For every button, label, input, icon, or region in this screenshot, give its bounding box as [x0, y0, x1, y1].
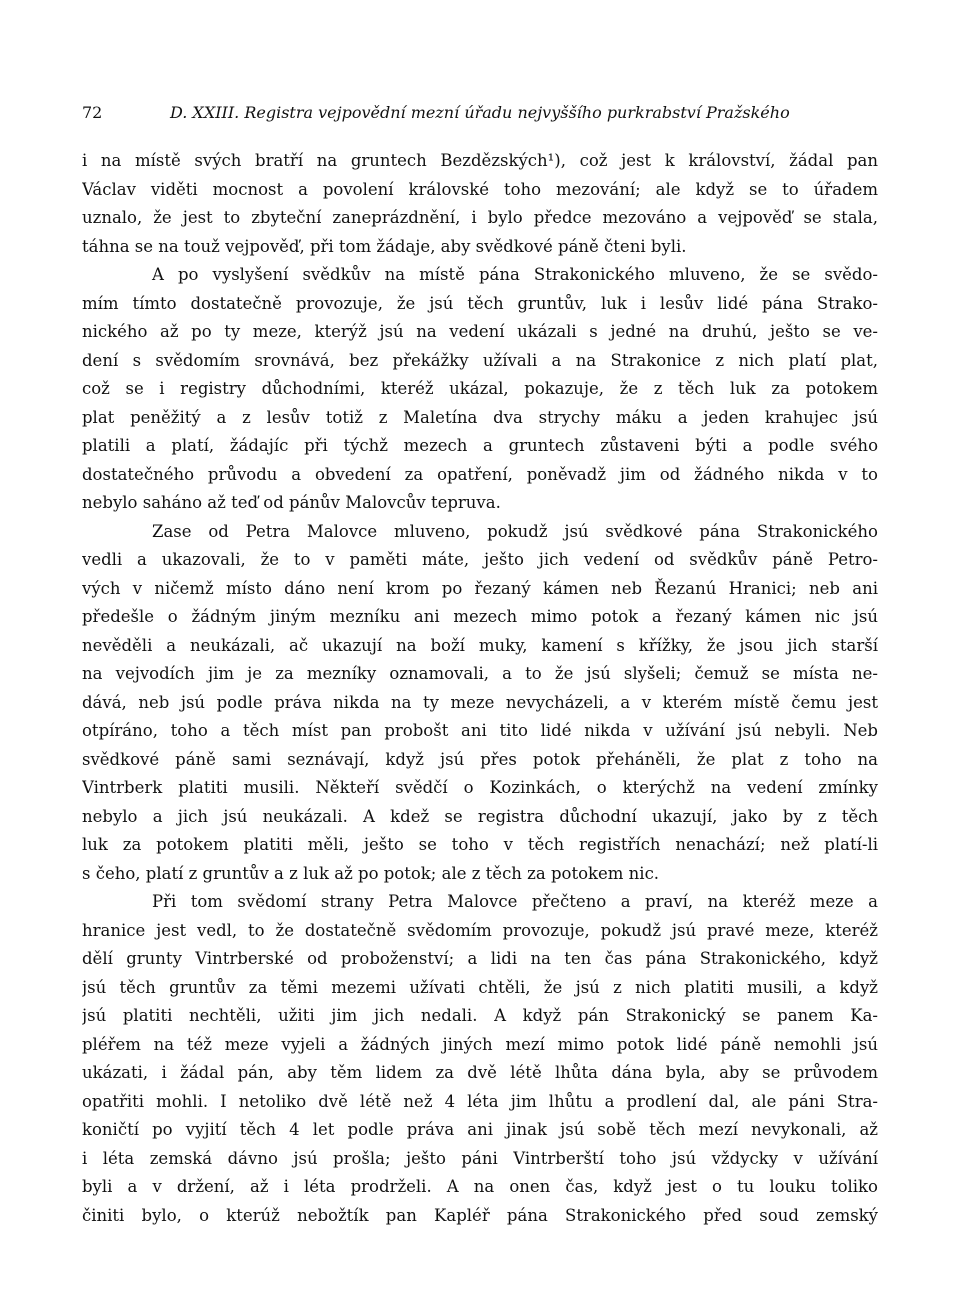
text-line: uznalo, že jest to zbyteční zaneprázdnění, i bylo předce mezováno a vejpověď se stala, — [82, 208, 878, 227]
text-line: nevěděli a neukázali, ač ukazují na boží muky, kamení s křížky, že jsou jich starší — [82, 635, 878, 655]
text-line: dení s svědomím srovnává, bez překážky užívali a na Strakonice z nich platí plat, — [82, 350, 878, 370]
text-line: Václav viděti mocnost a povolení královské toho mezování; ale když se to úřadem — [82, 179, 878, 199]
text-line: jsú těch gruntův za těmi mezemi užívati chtěli, že jsú z nich platiti musili, a když — [82, 977, 878, 997]
text-line: Vintrberk platiti musili. Někteří svědčí o Kozinkách, o kterýchž na vedení zmínky — [82, 778, 878, 797]
running-head — [82, 100, 878, 126]
text-line: luk za potokem platiti měli, ješto se toho v těch registřích nenachází; než platí-li — [82, 835, 878, 854]
text-line: hranice jest vedl, to že dostatečně svědomím provozuje, pokudž jsú pravé meze, kteréž — [82, 920, 878, 940]
text-line: nického až po ty meze, kterýž jsú na vedení ukázali s jedné na druhú, ješto se ve- — [82, 322, 878, 341]
text-line: svědkové páně sami seznávají, když jsú přes potok přeháněli, že plat z toho na — [82, 749, 878, 769]
text-line: táhna se na touž vejpověď, při tom žádaje, aby svědkové páně čteni byli. — [82, 236, 687, 256]
text-line: dělí grunty Vintrberské od proboženství; a lidi na ten čas pána Strakonického, když — [82, 949, 878, 968]
text-line: platili a platí, žádajíc při týchž mezech a gruntech zůstaveni býti a podle svého — [82, 436, 878, 455]
text-line: byli a v držení, až i léta prodrželi. A na onen čas, když jest o tu louku toliko — [82, 1177, 878, 1196]
text-line: Při tom svědomí strany Petra Malovce přečteno a praví, na kteréž meze a — [152, 892, 878, 911]
text-line: otpíráno, toho a těch míst pan probošt ani tito lidé nikda v užívání jsú nebyli. Neb — [82, 721, 878, 740]
page-number: 72 — [82, 103, 103, 122]
text-line: plat peněžitý a z lesův totiž z Maletína dva strychy máku a jeden krahujec jsú — [82, 407, 878, 427]
text-line: dává, neb jsú podle práva nikda na ty meze nevycházeli, a v kterém místě čemu jest — [82, 692, 878, 712]
text-line: koničtí po vyjití těch 4 let podle práva ani jinak jsú sobě těch mezí nevykonali, až — [82, 1120, 878, 1139]
text-line: mím tímto dostatečně provozuje, že jsú těch gruntův, luk i lesův lidé pána Strako- — [82, 293, 878, 313]
body-text — [82, 147, 878, 1230]
text-line: na vejvodích jim je za mezníky oznamovali, a to že jsú slyšeli; čemuž se místa ne- — [82, 664, 878, 683]
text-line: což se i registry důchodními, kteréž ukázal, pokazuje, že z těch luk za potokem — [82, 379, 878, 398]
text-line: i na místě svých bratří na gruntech Bezdězských¹), což jest k království, žádal pan — [82, 151, 878, 170]
text-line: vých v ničemž místo dáno není krom po řezaný kámen neb Řezanú Hranici; neb ani — [82, 578, 878, 598]
text-line: dostatečného průvodu a obvedení za opatření, poněvadž jim od žádného nikda v to — [82, 464, 878, 484]
text-line: předešle o žádným jiným mezníku ani mezech mimo potok a řezaný kámen nic jsú — [82, 607, 878, 626]
text-line: ukázati, i žádal pán, aby těm lidem za dvě létě lhůta dána byla, aby se průvodem — [82, 1063, 878, 1082]
text-line: opatřiti mohli. I netoliko dvě létě než 4 léta jim lhůtu a prodlení dal, ale páni Stra- — [82, 1091, 878, 1111]
text-line: s čeho, platí z gruntův a z luk až po potok; ale z těch za potokem nic. — [82, 863, 660, 883]
running-head-title: D. XXIII. Registra vejpovědní mezní úřadu nejvyššího purkrabství Pražského — [170, 103, 790, 122]
text-line: pléřem na též meze vyjeli a žádných jiných mezí mimo potok lidé páně nemohli jsú — [82, 1034, 878, 1054]
text-line: činiti bylo, o kterúž nebožtík pan Kapléř pána Strakonického před soud zemský — [82, 1205, 878, 1225]
text-line: Zase od Petra Malovce mluveno, pokudž jsú svědkové pána Strakonického — [152, 521, 878, 541]
text-line: i léta zemská dávno jsú prošla; ješto páni Vintrberští toho jsú vždycky v užívání — [82, 1148, 878, 1168]
text-line: nebylo saháno až teď od pánův Malovcův tepruva. — [82, 493, 501, 512]
text-line: vedli a ukazovali, že to v paměti máte, ješto jich vedení od svědkův páně Petro- — [82, 550, 878, 569]
text-line: A po vyslyšení svědkův na místě pána Strakonického mluveno, že se svědo- — [152, 265, 878, 284]
text-line: jsú platiti nechtěli, užiti jim jich nedali. A když pán Strakonický se panem Ka- — [82, 1006, 878, 1025]
text-line: nebylo a jich jsú neukázali. A kdež se registra důchodní ukazují, jako by z těch — [82, 806, 878, 826]
